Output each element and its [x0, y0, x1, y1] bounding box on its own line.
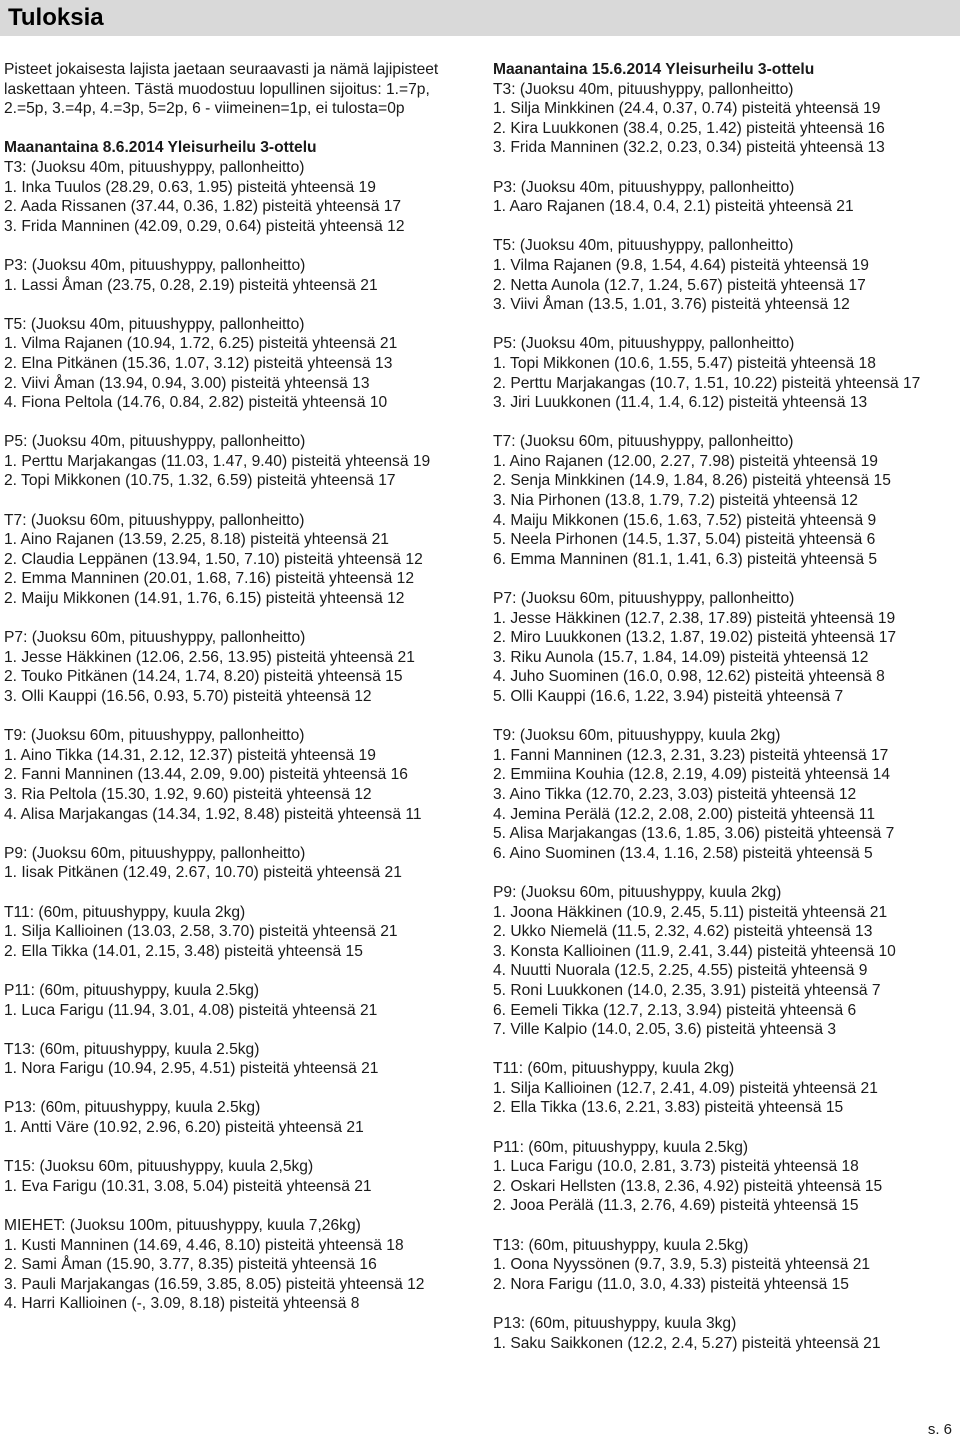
spacer	[4, 295, 464, 315]
page-title: Tuloksia	[8, 4, 104, 31]
result-section	[493, 334, 953, 412]
result-line: 2. Fanni Manninen (13.44, 2.09, 9.00) pisteitä yhteensä 16	[4, 766, 408, 784]
result-line: 7. Ville Kalpio (14.0, 2.05, 3.6) pisteitä yhteensä 3	[493, 1021, 836, 1039]
result-line: 1. Silja Minkkinen (24.4, 0.37, 0.74) pisteitä yhteensä 19	[493, 100, 881, 118]
category-title: T11: (60m, pituushyppy, kuula 2kg)	[493, 1060, 735, 1078]
result-line: 5. Neela Pirhonen (14.5, 1.37, 5.04) pisteitä yhteensä 6	[493, 531, 876, 549]
category-title: P11: (60m, pituushyppy, kuula 2.5kg)	[493, 1138, 749, 1156]
result-section	[4, 844, 464, 883]
result-section	[493, 1138, 953, 1216]
category-title: P13: (60m, pituushyppy, kuula 2.5kg)	[4, 1099, 261, 1117]
result-line: 1. Oona Nyyssönen (9.7, 3.9, 5.3) pisteitä yhteensä 21	[493, 1256, 871, 1274]
result-line: 5. Alisa Marjakangas (13.6, 1.85, 3.06) pisteitä yhteensä 7	[493, 825, 895, 843]
result-line: 3. Frida Manninen (32.2, 0.23, 0.34) pisteitä yhteensä 13	[493, 139, 885, 157]
result-line: 2. Aada Rissanen (37.44, 0.36, 1.82) pisteitä yhteensä 17	[4, 198, 402, 216]
result-line: 3. Olli Kauppi (16.56, 0.93, 5.70) pisteitä yhteensä 12	[4, 688, 372, 705]
result-line: 1. Perttu Marjakangas (11.03, 1.47, 9.40) pisteitä yhteensä 19	[4, 452, 431, 470]
spacer	[4, 1079, 464, 1099]
result-line: 2. Sami Åman (15.90, 3.77, 8.35) pisteitä yhteensä 16	[4, 1256, 377, 1274]
spacer	[4, 707, 464, 727]
spacer	[4, 883, 464, 903]
result-section	[4, 1098, 464, 1137]
result-line: 3. Ria Peltola (15.30, 1.92, 9.60) pisteitä yhteensä 12	[4, 785, 372, 803]
result-line: 1. Topi Mikkonen (10.6, 1.55, 5.47) pisteitä yhteensä 18	[493, 354, 876, 372]
result-section	[493, 236, 953, 314]
category-title: T9: (Juoksu 60m, pituushyppy, kuula 2kg)	[493, 727, 781, 745]
result-line: 1. Luca Farigu (10.0, 2.81, 3.73) pisteitä yhteensä 18	[493, 1158, 859, 1176]
spacer	[493, 707, 953, 727]
category-title: T5: (Juoksu 40m, pituushyppy, pallonheitto)	[4, 315, 305, 333]
spacer	[4, 824, 464, 844]
spacer	[4, 236, 464, 256]
result-section	[4, 726, 464, 824]
result-line: 1. Jesse Häkkinen (12.06, 2.56, 13.95) pisteitä yhteensä 21	[4, 648, 415, 666]
category-title: P9: (Juoksu 60m, pituushyppy, kuula 2kg)	[493, 883, 782, 901]
result-section	[493, 432, 953, 569]
category-title: T11: (60m, pituushyppy, kuula 2kg)	[4, 903, 246, 921]
result-line: 2. Miro Luukkonen (13.2, 1.87, 19.02) pisteitä yhteensä 17	[493, 629, 897, 647]
spacer	[493, 1040, 953, 1060]
result-line: 1. Aino Rajanen (12.00, 2.27, 7.98) pisteitä yhteensä 19	[493, 452, 878, 470]
result-line: 1. Joona Häkkinen (10.9, 2.45, 5.11) pisteitä yhteensä 21	[493, 903, 888, 921]
spacer	[493, 315, 953, 335]
category-title: P7: (Juoksu 60m, pituushyppy, pallonheitto)	[4, 629, 306, 647]
result-line: 5. Roni Luukkonen (14.0, 2.35, 3.91) pisteitä yhteensä 7	[493, 981, 881, 999]
category-title: T3: (Juoksu 40m, pituushyppy, pallonheitto)	[493, 80, 794, 98]
result-line: 4. Alisa Marjakangas (14.34, 1.92, 8.48) pisteitä yhteensä 11	[4, 805, 422, 823]
result-section	[493, 178, 953, 217]
result-line: 1. Iisak Pitkänen (12.49, 2.67, 10.70) pisteitä yhteensä 21	[4, 864, 402, 882]
result-line: 4. Juho Suominen (16.0, 0.98, 12.62) pisteitä yhteensä 8	[493, 668, 885, 686]
spacer	[493, 1294, 953, 1314]
result-line: 1. Fanni Manninen (12.3, 2.31, 3.23) pisteitä yhteensä 17	[493, 746, 889, 764]
result-section	[4, 1216, 464, 1314]
result-section	[4, 432, 464, 491]
result-line: 1. Jesse Häkkinen (12.7, 2.38, 17.89) pisteitä yhteensä 19	[493, 609, 896, 627]
result-line: 1. Silja Kallioinen (12.7, 2.41, 4.09) pisteitä yhteensä 21	[493, 1079, 878, 1097]
result-line: 1. Silja Kallioinen (13.03, 2.58, 3.70) pisteitä yhteensä 21	[4, 923, 398, 941]
result-line: 2. Netta Aunola (12.7, 1.24, 5.67) pisteitä yhteensä 17	[493, 276, 866, 294]
spacer	[493, 217, 953, 237]
category-title: P3: (Juoksu 40m, pituushyppy, pallonheitto)	[4, 256, 306, 274]
result-section	[493, 883, 953, 1040]
result-line: 3. Viivi Åman (13.5, 1.01, 3.76) pisteitä yhteensä 12	[493, 296, 850, 314]
result-line: 2. Touko Pitkänen (14.24, 1.74, 8.20) pisteitä yhteensä 15	[4, 668, 403, 686]
header-bar	[0, 0, 960, 36]
category-title: MIEHET: (Juoksu 100m, pituushyppy, kuula 7,26kg)	[4, 1217, 361, 1235]
result-section	[4, 511, 464, 609]
result-line: 1. Luca Farigu (11.94, 3.01, 4.08) pisteitä yhteensä 21	[4, 1001, 378, 1019]
result-line: 1. Eva Farigu (10.31, 3.08, 5.04) pisteitä yhteensä 21	[4, 1177, 372, 1195]
result-line: 2. Emmiina Kouhia (12.8, 2.19, 4.09) pisteitä yhteensä 14	[493, 766, 891, 784]
result-section	[493, 60, 953, 158]
spacer	[493, 1216, 953, 1236]
category-title: T9: (Juoksu 60m, pituushyppy, pallonheitto)	[4, 727, 305, 745]
left-column	[4, 60, 464, 1314]
spacer	[493, 1118, 953, 1138]
page-number: s. 6	[927, 1421, 952, 1438]
result-section	[4, 1040, 464, 1079]
result-line: 2. Viivi Åman (13.94, 0.94, 3.00) pisteitä yhteensä 13	[4, 374, 370, 392]
result-section	[493, 1314, 953, 1353]
result-line: 2. Oskari Hellsten (13.8, 2.36, 4.92) pisteitä yhteensä 15	[493, 1177, 883, 1195]
result-section	[4, 981, 464, 1020]
result-line: 2. Elna Pitkänen (15.36, 1.07, 3.12) pisteitä yhteensä 13	[4, 354, 393, 372]
spacer	[493, 569, 953, 589]
result-line: 1. Vilma Rajanen (10.94, 1.72, 6.25) pisteitä yhteensä 21	[4, 335, 398, 353]
spacer	[4, 961, 464, 981]
result-line: 1. Antti Väre (10.92, 2.96, 6.20) pisteitä yhteensä 21	[4, 1119, 364, 1137]
result-line: 3. Jiri Luukkonen (11.4, 1.4, 6.12) pisteitä yhteensä 13	[493, 394, 868, 412]
result-section	[4, 903, 464, 962]
category-title: T3: (Juoksu 40m, pituushyppy, pallonheitto)	[4, 158, 305, 176]
result-section	[493, 726, 953, 863]
category-title: P9: (Juoksu 60m, pituushyppy, pallonheitto)	[4, 844, 306, 862]
spacer	[4, 491, 464, 511]
result-section	[4, 628, 464, 706]
category-title: P5: (Juoksu 40m, pituushyppy, pallonheitto)	[493, 335, 795, 353]
event-heading: Maanantaina 8.6.2014 Yleisurheilu 3-ottelu	[4, 139, 317, 157]
result-line: 2. Ella Tikka (13.6, 2.21, 3.83) pisteitä yhteensä 15	[493, 1099, 844, 1117]
result-line: 2. Ella Tikka (14.01, 2.15, 3.48) pisteitä yhteensä 15	[4, 942, 363, 960]
result-section	[4, 315, 464, 413]
category-title: T15: (Juoksu 60m, pituushyppy, kuula 2,5kg)	[4, 1158, 314, 1176]
category-title: P13: (60m, pituushyppy, kuula 3kg)	[493, 1315, 737, 1332]
result-section	[4, 256, 464, 295]
result-line: 2. Jooa Perälä (11.3, 2.76, 4.69) pisteitä yhteensä 15	[493, 1197, 859, 1215]
spacer	[4, 609, 464, 629]
result-line: 6. Emma Manninen (81.1, 1.41, 6.3) pisteitä yhteensä 5	[493, 550, 878, 568]
result-line: 2. Senja Minkkinen (14.9, 1.84, 8.26) pisteitä yhteensä 15	[493, 472, 891, 490]
result-section	[493, 1236, 953, 1295]
category-title: P7: (Juoksu 60m, pituushyppy, pallonheitto)	[493, 590, 795, 608]
spacer	[493, 158, 953, 178]
result-line: 2. Maiju Mikkonen (14.91, 1.76, 6.15) pisteitä yhteensä 12	[4, 590, 405, 608]
result-line: 2. Claudia Leppänen (13.94, 1.50, 7.10) pisteitä yhteensä 12	[4, 550, 423, 568]
result-line: 3. Konsta Kallioinen (11.9, 2.41, 3.44) pisteitä yhteensä 10	[493, 942, 896, 960]
result-section	[4, 138, 464, 236]
spacer	[493, 863, 953, 883]
right-column	[493, 60, 953, 1353]
result-line: 1. Nora Farigu (10.94, 2.95, 4.51) pisteitä yhteensä 21	[4, 1060, 379, 1078]
category-title: T7: (Juoksu 60m, pituushyppy, pallonheitto)	[4, 511, 305, 529]
result-line: 1. Aaro Rajanen (18.4, 0.4, 2.1) pisteitä yhteensä 21	[493, 198, 854, 216]
result-line: 6. Eemeli Tikka (12.7, 2.13, 3.94) pisteitä yhteensä 6	[493, 1001, 857, 1019]
category-title: T7: (Juoksu 60m, pituushyppy, pallonheitto)	[493, 433, 794, 451]
result-line: 1. Lassi Åman (23.75, 0.28, 2.19) pisteitä yhteensä 21	[4, 276, 378, 294]
result-line: 2. Perttu Marjakangas (10.7, 1.51, 10.22) pisteitä yhteensä 17	[493, 374, 921, 392]
spacer	[493, 413, 953, 433]
result-line: 1. Vilma Rajanen (9.8, 1.54, 4.64) pisteitä yhteensä 19	[493, 256, 869, 274]
result-line: 1. Kusti Manninen (14.69, 4.46, 8.10) pisteitä yhteensä 18	[4, 1236, 404, 1254]
result-line: 1. Inka Tuulos (28.29, 0.63, 1.95) pisteitä yhteensä 19	[4, 178, 376, 196]
result-line: 6. Aino Suominen (13.4, 1.16, 2.58) pisteitä yhteensä 5	[493, 844, 873, 862]
result-section	[493, 589, 953, 707]
result-line: 4. Harri Kallioinen (-, 3.09, 8.18) pisteitä yhteensä 8	[4, 1295, 360, 1313]
result-line: 4. Jemina Perälä (12.2, 2.08, 2.00) pisteitä yhteensä 11	[493, 805, 875, 823]
result-line: 4. Maiju Mikkonen (15.6, 1.63, 7.52) pisteitä yhteensä 9	[493, 511, 877, 529]
result-line: 3. Aino Tikka (12.70, 2.23, 3.03) pisteitä yhteensä 12	[493, 785, 857, 803]
result-section	[493, 1059, 953, 1118]
category-title: P11: (60m, pituushyppy, kuula 2.5kg)	[4, 981, 260, 999]
result-line: 2. Ukko Niemelä (11.5, 2.32, 4.62) pisteitä yhteensä 13	[493, 923, 873, 941]
result-line: 1. Saku Saikkonen (12.2, 2.4, 5.27) pisteitä yhteensä 21	[493, 1334, 881, 1352]
spacer	[4, 1138, 464, 1158]
result-line: 3. Frida Manninen (42.09, 0.29, 0.64) pisteitä yhteensä 12	[4, 217, 405, 235]
result-line: 3. Pauli Marjakangas (16.59, 3.85, 8.05) pisteitä yhteensä 12	[4, 1275, 425, 1293]
spacer	[4, 1020, 464, 1040]
result-line: 4. Fiona Peltola (14.76, 0.84, 2.82) pisteitä yhteensä 10	[4, 394, 388, 412]
result-line: 5. Olli Kauppi (16.6, 1.22, 3.94) pisteitä yhteensä 7	[493, 688, 844, 705]
spacer	[4, 413, 464, 433]
category-title: P3: (Juoksu 40m, pituushyppy, pallonheitto)	[493, 178, 795, 196]
result-line: 2. Emma Manninen (20.01, 1.68, 7.16) pisteitä yhteensä 12	[4, 570, 415, 588]
spacer	[4, 1196, 464, 1216]
event-heading: Maanantaina 15.6.2014 Yleisurheilu 3-ottelu	[493, 61, 815, 78]
category-title: T13: (60m, pituushyppy, kuula 2.5kg)	[493, 1236, 749, 1254]
result-line: 4. Nuutti Nuorala (12.5, 2.25, 4.55) pisteitä yhteensä 9	[493, 962, 868, 980]
result-line: 2. Kira Luukkonen (38.4, 0.25, 1.42) pisteitä yhteensä 16	[493, 119, 885, 137]
result-line: 1. Aino Rajanen (13.59, 2.25, 8.18) pisteitä yhteensä 21	[4, 531, 389, 549]
intro-paragraph: Pisteet jokaisesta lajista jaetaan seuraavasti ja nämä lajipisteet laskettaan yhteen. Tästä muodostuu lopullinen sijoitus: 1.=7p, 2.=5p, 3.=4p, 4.=3p, 5=2p, 6 - viimeinen=1p, ei tulosta=0p	[4, 61, 439, 118]
result-line: 3. Nia Pirhonen (13.8, 1.79, 7.2) pisteitä yhteensä 12	[493, 492, 858, 510]
category-title: T5: (Juoksu 40m, pituushyppy, pallonheitto)	[493, 237, 794, 255]
result-line: 3. Riku Aunola (15.7, 1.84, 14.09) pisteitä yhteensä 12	[493, 648, 869, 666]
result-line: 2. Topi Mikkonen (10.75, 1.32, 6.59) pisteitä yhteensä 17	[4, 472, 396, 490]
category-title: T13: (60m, pituushyppy, kuula 2.5kg)	[4, 1040, 260, 1058]
result-line: 2. Nora Farigu (11.0, 3.0, 4.33) pisteitä yhteensä 15	[493, 1275, 849, 1293]
result-section	[4, 1157, 464, 1196]
result-line: 1. Aino Tikka (14.31, 2.12, 12.37) pisteitä yhteensä 19	[4, 746, 376, 764]
category-title: P5: (Juoksu 40m, pituushyppy, pallonheitto)	[4, 433, 306, 451]
spacer	[4, 119, 464, 139]
